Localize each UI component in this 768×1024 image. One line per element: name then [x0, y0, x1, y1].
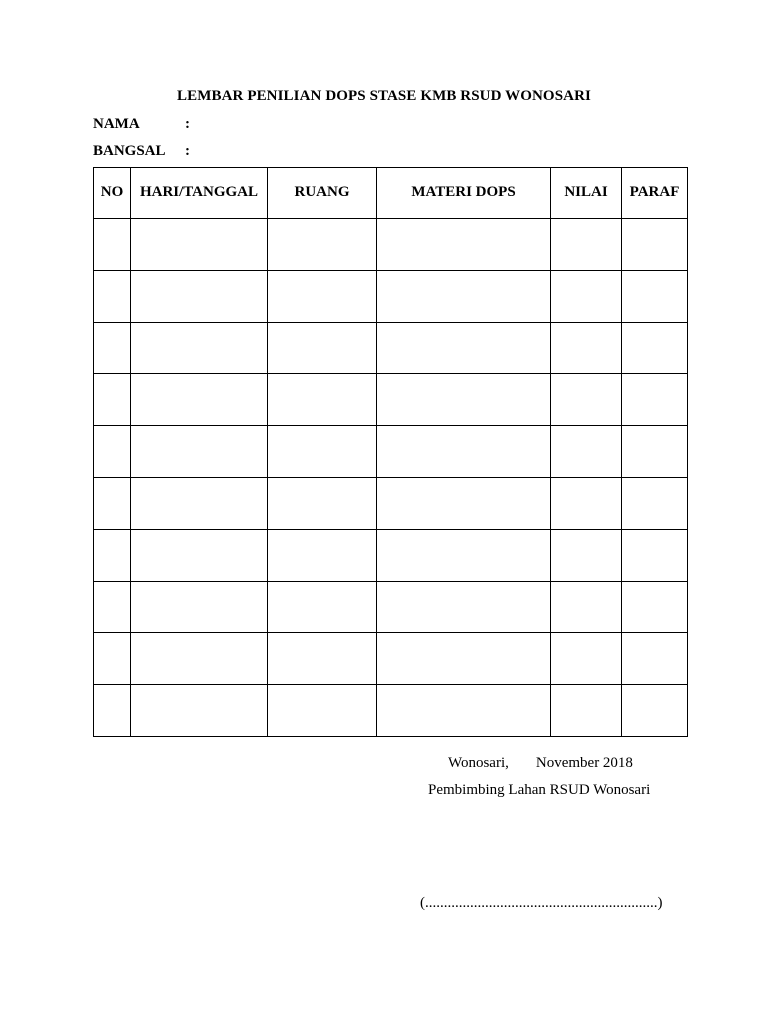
cell-hari-tanggal[interactable] — [131, 529, 268, 581]
cell-no[interactable] — [94, 219, 131, 271]
cell-ruang[interactable] — [268, 477, 377, 529]
cell-hari-tanggal[interactable] — [131, 426, 268, 478]
cell-ruang[interactable] — [268, 529, 377, 581]
cell-ruang[interactable] — [268, 426, 377, 478]
table-row — [94, 581, 688, 633]
cell-materi-dops[interactable] — [377, 374, 551, 426]
table-row — [94, 374, 688, 426]
cell-nilai[interactable] — [551, 374, 622, 426]
cell-hari-tanggal[interactable] — [131, 219, 268, 271]
nama-label: NAMA — [93, 116, 140, 132]
cell-no[interactable] — [94, 685, 131, 737]
table-body — [94, 219, 688, 737]
cell-paraf[interactable] — [622, 426, 688, 478]
cell-paraf[interactable] — [622, 633, 688, 685]
cell-no[interactable] — [94, 426, 131, 478]
cell-materi-dops[interactable] — [377, 685, 551, 737]
table-row — [94, 529, 688, 581]
table-row — [94, 270, 688, 322]
cell-nilai[interactable] — [551, 477, 622, 529]
cell-no[interactable] — [94, 529, 131, 581]
table-header-row — [94, 168, 688, 219]
cell-nilai[interactable] — [551, 270, 622, 322]
signature-place-date — [448, 755, 633, 772]
cell-no[interactable] — [94, 477, 131, 529]
signature-name-line: (..............................................................) — [420, 895, 663, 911]
cell-paraf[interactable] — [622, 477, 688, 529]
cell-materi-dops[interactable] — [377, 322, 551, 374]
table-row — [94, 477, 688, 529]
cell-materi-dops[interactable] — [377, 219, 551, 271]
bangsal-label: BANGSAL — [93, 143, 166, 159]
cell-hari-tanggal[interactable] — [131, 477, 268, 529]
cell-paraf[interactable] — [622, 374, 688, 426]
cell-no[interactable] — [94, 322, 131, 374]
header-nilai: NILAI — [551, 168, 622, 219]
header-paraf: PARAF — [622, 168, 688, 219]
cell-ruang[interactable] — [268, 633, 377, 685]
cell-hari-tanggal[interactable] — [131, 581, 268, 633]
document-title: LEMBAR PENILIAN DOPS STASE KMB RSUD WONOSARI — [177, 88, 591, 104]
table-row — [94, 322, 688, 374]
cell-paraf[interactable] — [622, 529, 688, 581]
table-row — [94, 685, 688, 737]
signature-place: Wonosari, — [448, 755, 509, 771]
cell-paraf[interactable] — [622, 322, 688, 374]
cell-ruang[interactable] — [268, 685, 377, 737]
cell-paraf[interactable] — [622, 581, 688, 633]
signature-role: Pembimbing Lahan RSUD Wonosari — [428, 782, 651, 798]
cell-nilai[interactable] — [551, 426, 622, 478]
cell-materi-dops[interactable] — [377, 529, 551, 581]
cell-nilai[interactable] — [551, 633, 622, 685]
cell-no[interactable] — [94, 581, 131, 633]
signature-date: November 2018 — [535, 755, 633, 771]
cell-materi-dops[interactable] — [377, 426, 551, 478]
table-row — [94, 426, 688, 478]
cell-hari-tanggal[interactable] — [131, 374, 268, 426]
cell-nilai[interactable] — [551, 322, 622, 374]
cell-no[interactable] — [94, 633, 131, 685]
cell-ruang[interactable] — [268, 581, 377, 633]
cell-nilai[interactable] — [551, 529, 622, 581]
cell-hari-tanggal[interactable] — [131, 270, 268, 322]
cell-no[interactable] — [94, 374, 131, 426]
header-ruang: RUANG — [268, 168, 377, 219]
cell-materi-dops[interactable] — [377, 270, 551, 322]
cell-ruang[interactable] — [268, 322, 377, 374]
cell-materi-dops[interactable] — [377, 477, 551, 529]
cell-nilai[interactable] — [551, 581, 622, 633]
table-row — [94, 219, 688, 271]
cell-hari-tanggal[interactable] — [131, 633, 268, 685]
cell-hari-tanggal[interactable] — [131, 322, 268, 374]
cell-materi-dops[interactable] — [377, 581, 551, 633]
cell-ruang[interactable] — [268, 374, 377, 426]
header-materi-dops: MATERI DOPS — [377, 168, 551, 219]
nama-colon: : — [185, 116, 190, 132]
cell-materi-dops[interactable] — [377, 633, 551, 685]
header-no: NO — [94, 168, 131, 219]
table-row — [94, 633, 688, 685]
cell-ruang[interactable] — [268, 270, 377, 322]
cell-paraf[interactable] — [622, 219, 688, 271]
cell-paraf[interactable] — [622, 270, 688, 322]
nama-field — [93, 116, 190, 133]
cell-nilai[interactable] — [551, 219, 622, 271]
cell-nilai[interactable] — [551, 685, 622, 737]
cell-paraf[interactable] — [622, 685, 688, 737]
dops-assessment-table — [93, 167, 688, 737]
bangsal-field — [93, 143, 190, 160]
cell-no[interactable] — [94, 270, 131, 322]
bangsal-colon: : — [185, 143, 190, 159]
cell-ruang[interactable] — [268, 219, 377, 271]
header-hari-tanggal: HARI/TANGGAL — [131, 168, 268, 219]
cell-hari-tanggal[interactable] — [131, 685, 268, 737]
